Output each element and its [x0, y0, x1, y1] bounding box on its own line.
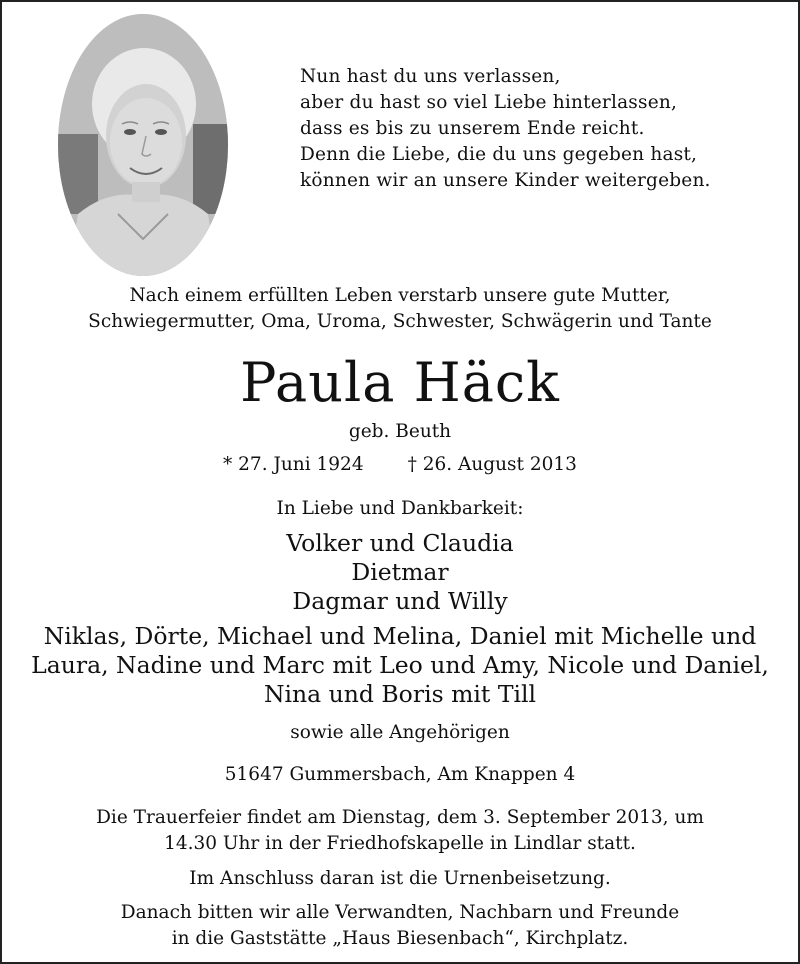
funeral-line: Die Trauerfeier findet am Dienstag, dem 3. September 2013, um: [96, 807, 704, 828]
funeral-notice: [0, 805, 800, 857]
poem-line: dass es bis zu unserem Ende reicht.: [300, 118, 645, 139]
death-date: † 26. August 2013: [407, 454, 577, 475]
child-entry: Dietmar: [351, 558, 449, 586]
child-entry: Dagmar und Willy: [292, 587, 508, 615]
intro-text: [0, 283, 800, 335]
invite-line: in die Gaststätte „Haus Biesenbach“, Kirchplatz.: [171, 928, 629, 949]
burial-notice: Im Anschluss daran ist die Urnenbeisetzung.: [189, 868, 611, 889]
invite-line: Danach bitten wir alle Verwandten, Nachbarn und Freunde: [120, 902, 680, 923]
address-line: 51647 Gummersbach, Am Knappen 4: [224, 764, 576, 785]
poem-line: Nun hast du uns verlassen,: [300, 66, 561, 87]
intro-line: Schwiegermutter, Oma, Uroma, Schwester, Schwägerin und Tante: [88, 311, 712, 332]
poem-line: können wir an unsere Kinder weitergeben.: [300, 170, 711, 191]
invitation-notice: [0, 900, 800, 952]
grandchildren-list: [0, 622, 800, 709]
deceased-name: Paula Häck: [240, 351, 560, 414]
poem-line: aber du hast so viel Liebe hinterlassen,: [300, 92, 678, 113]
intro-line: Nach einem erfüllten Leben verstarb unsere gute Mutter,: [129, 285, 671, 306]
thanks-line: In Liebe und Dankbarkeit:: [276, 498, 524, 519]
life-dates: [0, 452, 800, 478]
grandchildren-line: Niklas, Dörte, Michael und Melina, Daniel mit Michelle und: [43, 622, 757, 650]
poem-line: Denn die Liebe, die du uns gegeben hast,: [300, 144, 698, 165]
poem: [300, 64, 711, 194]
funeral-line: 14.30 Uhr in der Friedhofskapelle in Lindlar statt.: [164, 833, 636, 854]
portrait-photo: [58, 14, 228, 276]
child-entry: Volker und Claudia: [286, 529, 514, 557]
grandchildren-line: Laura, Nadine und Marc mit Leo und Amy, Nicole und Daniel,: [31, 651, 769, 679]
relatives-line: sowie alle Angehörigen: [290, 722, 510, 743]
children-list: [0, 529, 800, 616]
portrait-image: [58, 14, 228, 276]
grandchildren-line: Nina und Boris mit Till: [263, 680, 537, 708]
birth-name: geb. Beuth: [348, 421, 452, 442]
birth-date: * 27. Juni 1924: [223, 454, 364, 475]
